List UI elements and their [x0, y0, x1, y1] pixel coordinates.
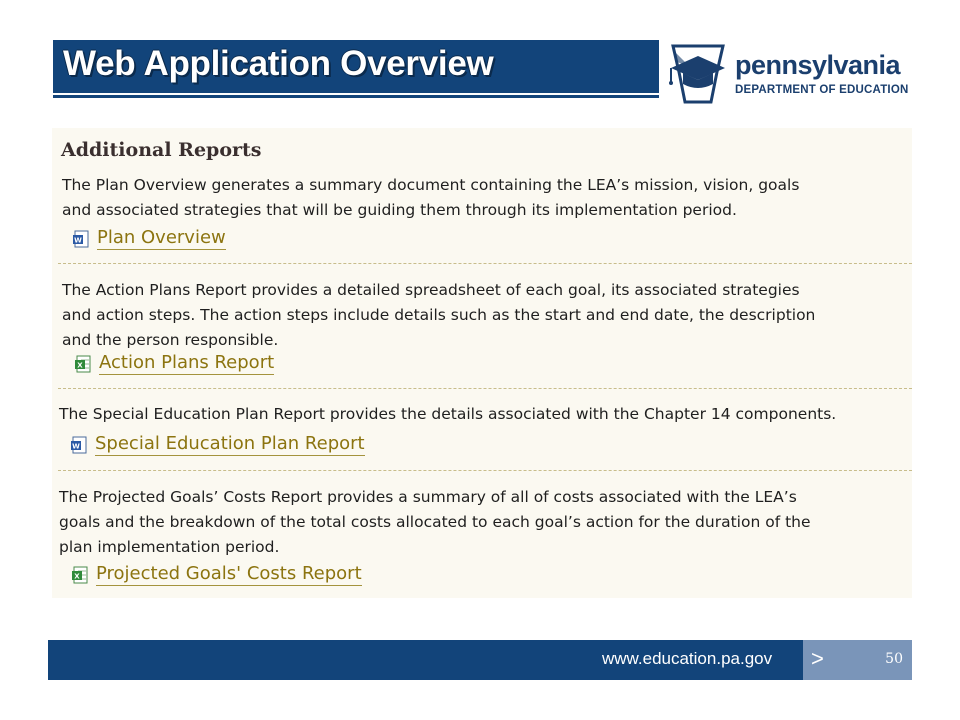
svg-text:W: W — [72, 442, 80, 450]
description-line: plan implementation period. — [59, 538, 280, 556]
word-document-icon — [72, 230, 90, 248]
title-underline — [53, 95, 659, 98]
additional-reports-panel — [52, 128, 912, 598]
action-plans-report-link[interactable]: Action Plans Report — [99, 352, 275, 373]
description-line: goals and the breakdown of the total costs allocated to each goal’s action for the duration of the — [59, 513, 811, 531]
svg-text:W: W — [74, 236, 82, 244]
pa-education-logo — [667, 42, 917, 106]
slide-footer — [48, 640, 912, 680]
report-link[interactable] — [74, 352, 274, 375]
section-divider — [58, 388, 912, 389]
projected-goals-costs-report-link[interactable]: Projected Goals' Costs Report — [96, 563, 362, 584]
report-description — [59, 402, 836, 427]
report-description — [59, 485, 811, 560]
logo-wordmark: pennsylvania — [735, 50, 901, 80]
slide-title-bar — [53, 40, 659, 93]
section-heading: Additional Reports — [61, 139, 262, 161]
keystone-graduation-cap-icon — [667, 42, 729, 106]
description-line: and action steps. The action steps include details such as the start and end date, the description — [62, 306, 816, 324]
slide-title: Web Application Overview — [63, 44, 494, 83]
excel-spreadsheet-icon — [74, 355, 92, 373]
svg-text:X: X — [77, 361, 83, 369]
excel-spreadsheet-icon — [71, 566, 89, 584]
word-document-icon — [70, 436, 88, 454]
special-education-plan-report-link[interactable]: Special Education Plan Report — [95, 433, 365, 454]
report-description — [62, 173, 799, 223]
plan-overview-link[interactable]: Plan Overview — [97, 227, 226, 248]
logo-department: DEPARTMENT OF EDUCATION — [735, 84, 909, 96]
report-link[interactable] — [72, 227, 226, 250]
report-link[interactable] — [71, 563, 362, 586]
chevron-right-icon: > — [811, 646, 824, 671]
footer-url-link[interactable]: www.education.pa.gov — [602, 649, 773, 668]
report-description — [62, 278, 815, 353]
description-line: The Projected Goals’ Costs Report provides a summary of all of costs associated with the LEA’s — [59, 488, 797, 506]
description-line: The Plan Overview generates a summary document containing the LEA’s mission, vision, goals — [62, 176, 800, 194]
report-link[interactable] — [70, 433, 365, 456]
page-number: 50 — [885, 651, 903, 667]
description-line: and associated strategies that will be guiding them through its implementation period. — [62, 201, 737, 219]
description-line: The Action Plans Report provides a detailed spreadsheet of each goal, its associated strategies — [62, 281, 800, 299]
page-number-box — [803, 640, 912, 680]
svg-text:X: X — [74, 572, 80, 580]
description-line: The Special Education Plan Report provides the details associated with the Chapter 14 components. — [59, 405, 837, 423]
description-line: and the person responsible. — [62, 331, 279, 349]
section-divider — [58, 470, 912, 471]
section-divider — [58, 263, 912, 264]
